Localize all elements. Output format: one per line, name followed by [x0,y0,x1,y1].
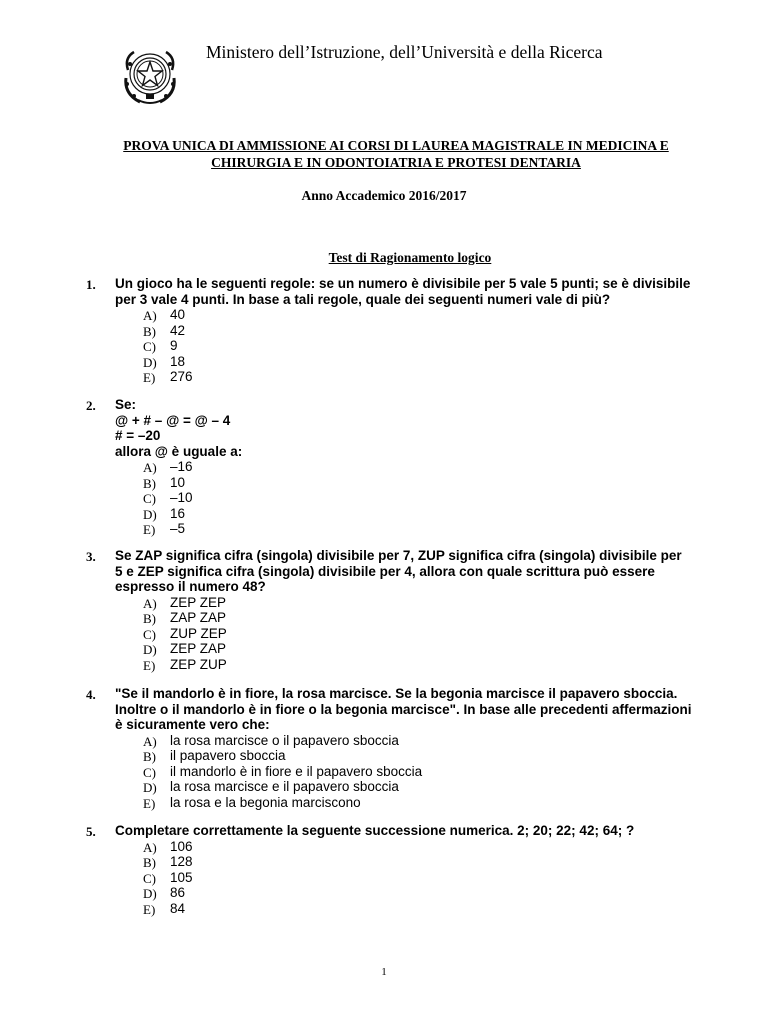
ministry-heading: Ministero dell’Istruzione, dell’Università e della Ricerca [206,42,603,62]
answer-text: ZAP ZAP [170,610,227,625]
answer-option [143,748,752,764]
answer-option [143,595,752,611]
question-line: è sicuramente vero che: [115,717,270,732]
italian-republic-emblem-icon [118,44,182,108]
answer-text: 84 [170,900,186,916]
answer-text: ZUP ZEP [170,625,227,641]
question-line: Un gioco ha le seguenti regole: se un numero è divisibile per 5 vale 5 punti; se è divisibile [115,276,691,291]
answer-text: il papavero sboccia [170,748,286,763]
answer-letter: A) [143,460,157,475]
answer-option [143,795,752,811]
answer-option [143,354,752,370]
answer-option [143,459,752,475]
page-number: 1 [381,966,387,978]
answer-letter: B) [143,611,156,626]
question-line: Se ZAP significa cifra (singola) divisibile per 7, ZUP significa cifra (singola) divisibile per [115,548,682,563]
question-3 [86,548,752,672]
answer-text: 9 [170,338,178,353]
question-number: 2. [86,398,96,413]
answer-option [143,506,752,522]
question-line: 5 e ZEP significa cifra (singola) divisibile per 4, allora con quale scrittura può essere [115,563,655,579]
answer-text: la rosa e la begonia marciscono [170,794,361,810]
question-line: per 3 vale 4 punti. In base a tali regole, quale dei seguenti numeri vale di più? [115,291,611,307]
question-2 [86,397,752,537]
answer-list [143,733,752,811]
answer-text: 16 [170,505,186,521]
answer-text: –16 [170,459,193,474]
question-text [115,686,752,733]
answer-option [143,369,752,385]
answer-text: 276 [170,369,193,384]
answer-option [143,490,752,506]
exam-title [40,137,752,171]
answer-option [143,657,752,673]
answer-option [143,307,752,323]
answer-option [143,610,752,626]
answer-text: ZEP ZEP [170,594,227,610]
answer-option [143,764,752,780]
question-line: Se: [115,397,137,412]
answer-letter: D) [143,642,157,657]
answer-letter: E) [143,522,156,537]
answer-letter: E) [143,901,156,917]
question-text [115,548,752,595]
question-text [115,823,752,839]
answer-text: –10 [170,490,193,505]
answer-list [143,459,752,537]
answer-letter: C) [143,870,156,886]
answer-letter: B) [143,749,156,764]
answer-text: 86 [170,885,186,900]
question-line: "Se il mandorlo è in fiore, la rosa marcisce. Se la begonia marcisce il papavero sboccia. [115,686,678,701]
question-line: allora @ è uguale a: [115,443,243,459]
answer-text: 18 [170,353,186,369]
answer-option [143,870,752,886]
answer-option [143,323,752,339]
section-title: Test di Ragionamento logico [328,250,492,265]
answer-letter: A) [143,839,157,855]
answer-text: la rosa marcisce e il papavero sboccia [170,779,399,794]
question-line: # = –20 [115,428,161,443]
answer-text: 10 [170,474,186,490]
answer-option [143,733,752,749]
answer-text: 42 [170,322,186,338]
question-text [115,276,752,307]
answer-letter: D) [143,506,157,522]
academic-year: Anno Accademico 2016/2017 [301,188,467,203]
answer-option [143,885,752,901]
answer-letter: B) [143,475,156,491]
answer-option [143,839,752,855]
answer-option [143,641,752,657]
answer-text: –5 [170,521,186,536]
question-text [115,397,752,459]
answer-option [143,338,752,354]
answer-letter: C) [143,764,156,780]
answer-text: 40 [170,307,186,322]
answer-option [143,475,752,491]
question-number: 3. [86,549,96,564]
question-line: espresso il numero 48? [115,579,266,594]
answer-letter: E) [143,795,156,811]
answer-text: ZEP ZUP [170,656,227,672]
answer-list [143,595,752,673]
question-number: 4. [86,687,96,702]
answer-letter: D) [143,886,157,901]
question-line: @ + # – @ = @ – 4 [115,412,231,428]
answer-option [143,854,752,870]
answer-text: 106 [170,838,193,854]
answer-option [143,521,752,537]
answer-letter: E) [143,370,156,385]
answer-option [143,901,752,917]
question-line: Inoltre o il mandorlo è in fiore o la begonia marcisce". In base alle precedenti affermazioni [115,701,692,717]
exam-title-line-2: CHIRURGIA E IN ODONTOIATRIA E PROTESI DENTARIA [211,155,581,170]
answer-list [143,307,752,385]
answer-letter: D) [143,354,157,370]
answer-text: il mandorlo è in fiore e il papavero sboccia [170,763,423,779]
question-4 [86,686,752,810]
answer-letter: C) [143,491,156,506]
answer-text: la rosa marcisce o il papavero sboccia [170,732,399,748]
question-number: 5. [86,824,96,839]
question-5 [86,823,752,916]
answer-text: 105 [170,869,193,885]
answer-letter: E) [143,657,156,673]
question-number: 1. [86,277,96,292]
answer-option [143,626,752,642]
question-1 [86,276,752,385]
answer-text: 128 [170,854,193,869]
answer-letter: A) [143,308,157,323]
answer-letter: D) [143,780,157,795]
answer-option [143,779,752,795]
answer-letter: B) [143,855,156,870]
answer-text: ZEP ZAP [170,641,227,656]
answer-letter: C) [143,339,156,354]
answer-letter: A) [143,733,157,749]
question-line: Completare correttamente la seguente successione numerica. 2; 20; 22; 42; 64; ? [115,823,635,838]
answer-list [143,839,752,917]
exam-title-line-1: PROVA UNICA DI AMMISSIONE AI CORSI DI LAUREA MAGISTRALE IN MEDICINA E [123,138,669,153]
answer-letter: C) [143,626,156,642]
answer-letter: B) [143,323,156,339]
answer-letter: A) [143,595,157,611]
